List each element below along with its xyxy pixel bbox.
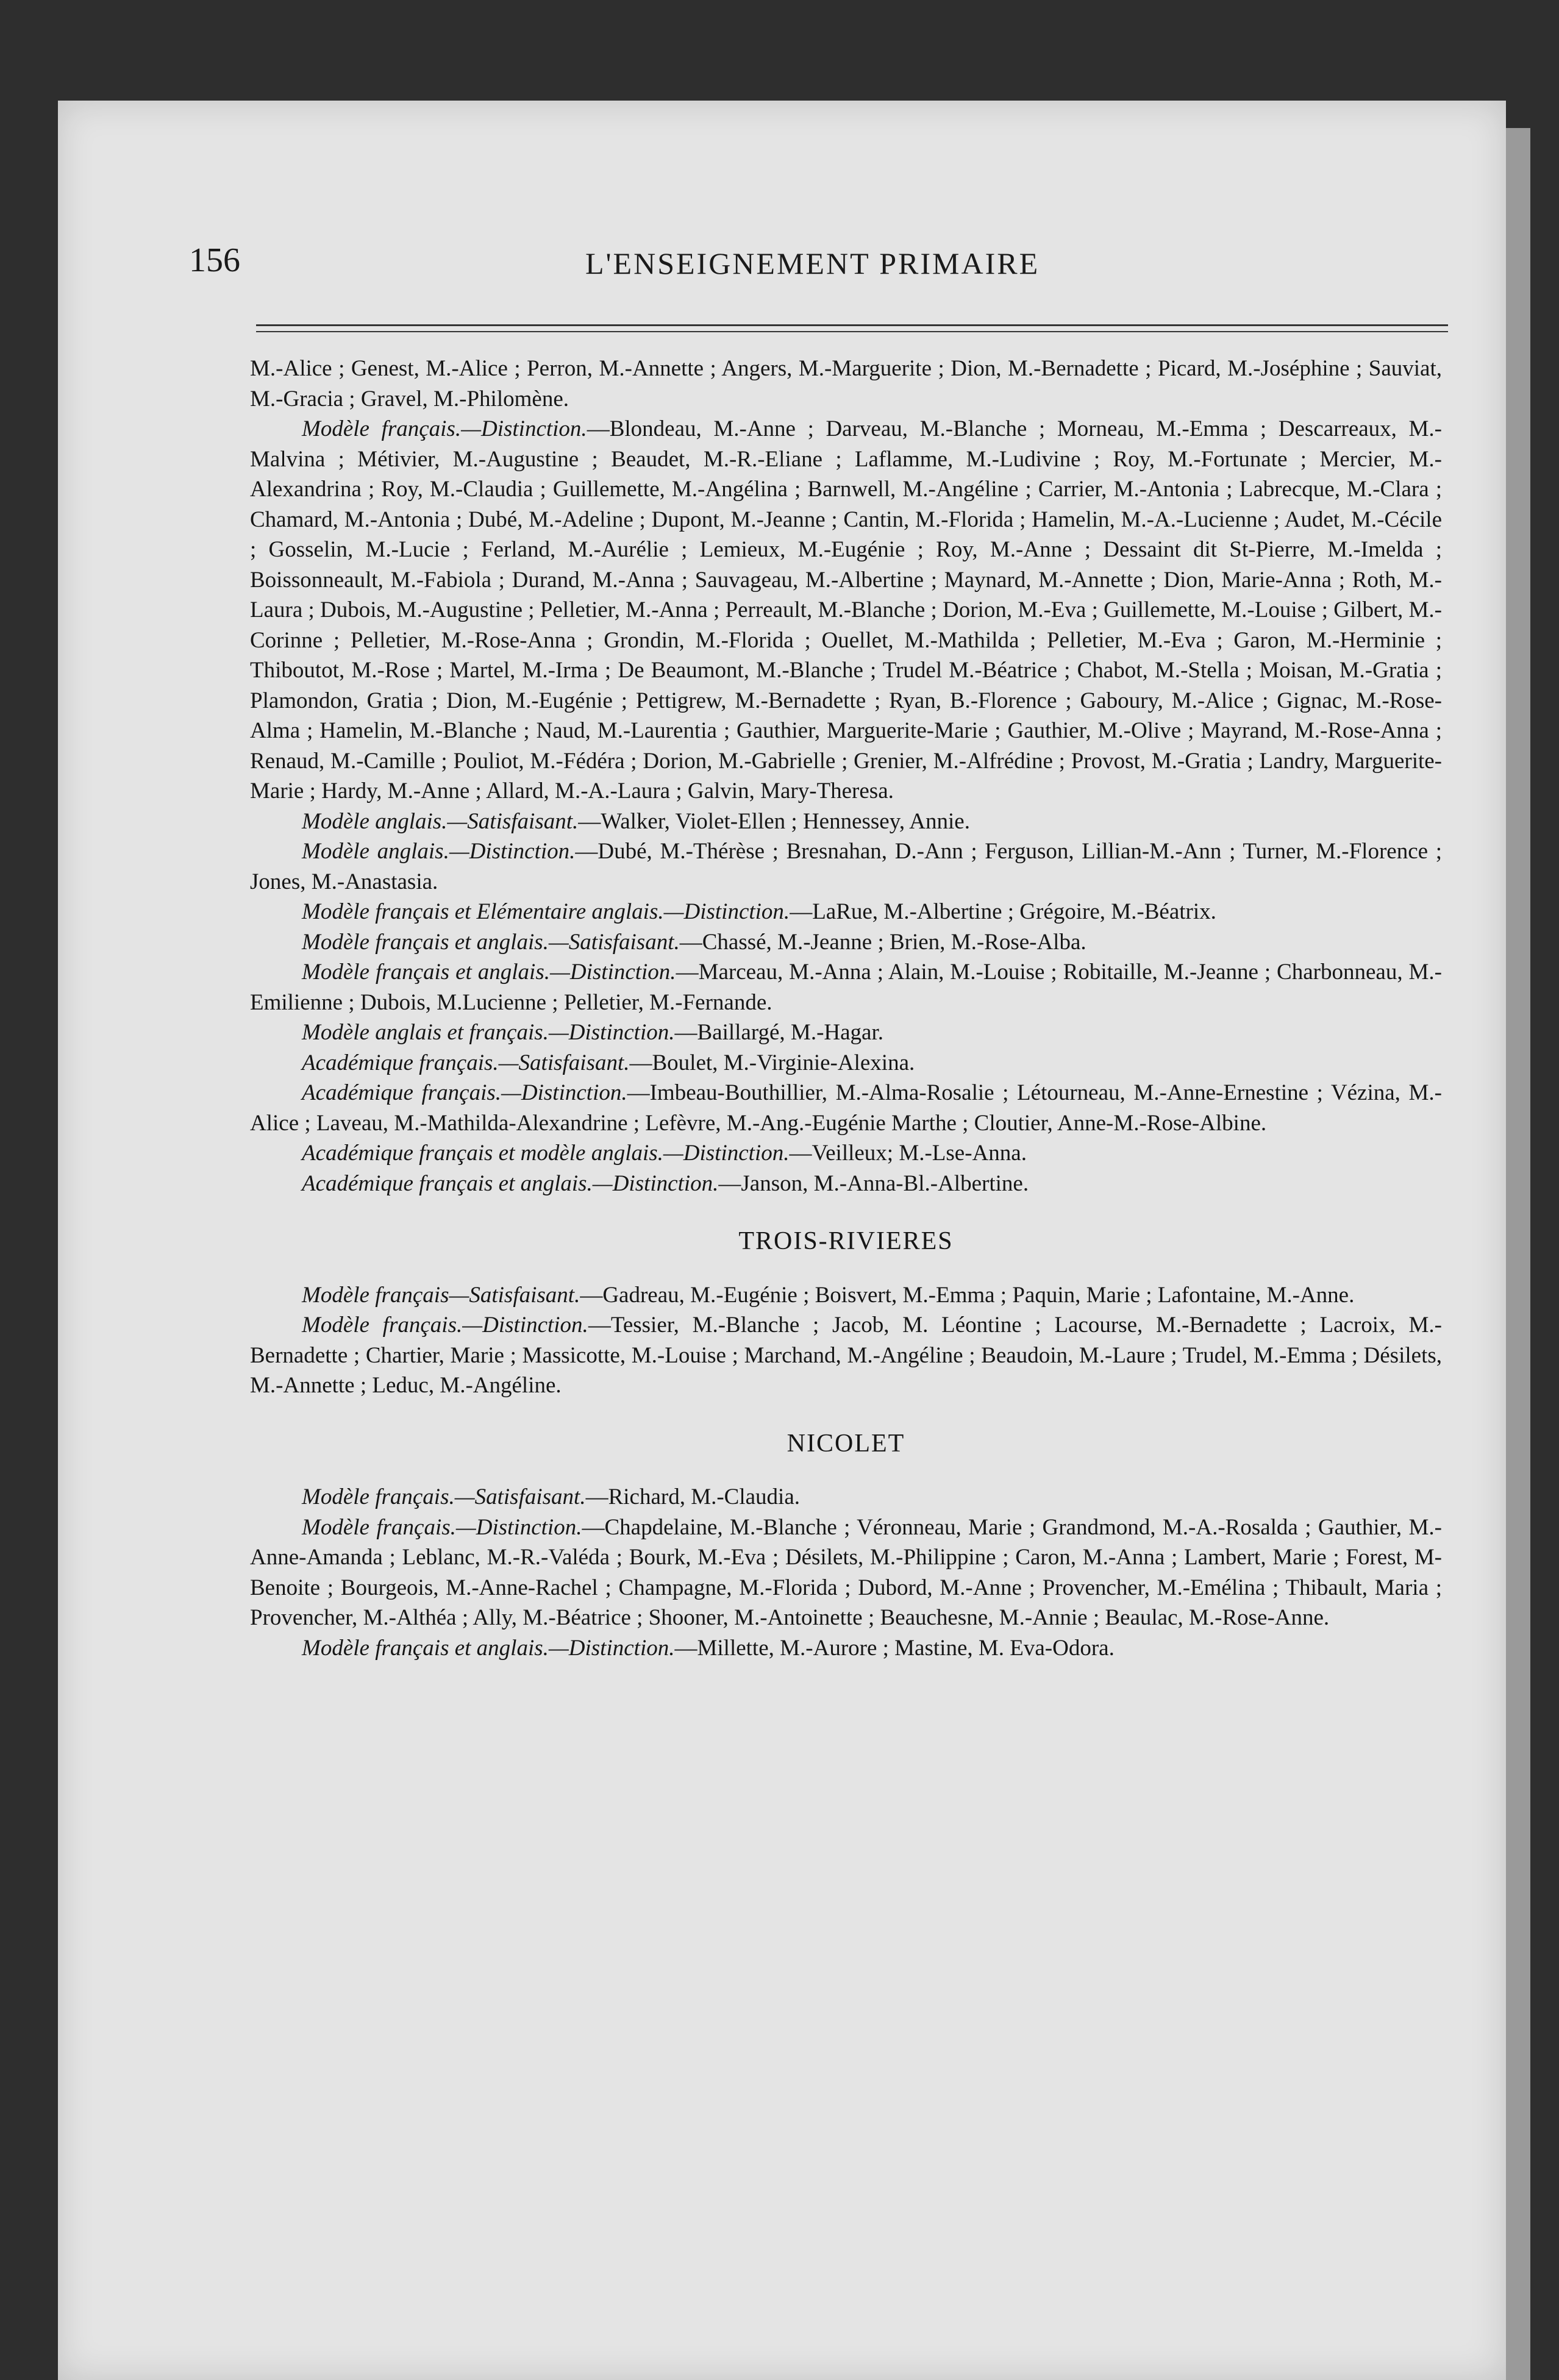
- paragraph: Académique français.—Satisfaisant.—Boulet, M.-Virginie-Alexina.: [302, 1050, 915, 1075]
- category-label: Modèle français.—Distinction.: [302, 1514, 582, 1540]
- section-heading-nicolet: NICOLET: [787, 1429, 905, 1458]
- page-number: 156: [189, 241, 240, 279]
- paragraph: Modèle français.—Distinction.—Tessier, M.-Blanche ; Jacob, M. Léontine ; Lacourse, M.-Bernadette ; Lacroix, M.-Bernadette ; Chartier, Marie ; Massicotte, M.-Louise ; Marchand, M.-Angéline ; Beaudoin, M.-Laure ; Trudel, M.-Emma ; Désilets, M.-Annette ; Leduc, M.-Angéline.: [250, 1313, 1442, 1398]
- paragraph: Académique français et modèle anglais.—Distinction.—Veilleux; M.-Lse-Anna.: [302, 1141, 1027, 1166]
- category-label: Modèle français et anglais.—Distinction.: [302, 1635, 675, 1661]
- paragraph: Modèle anglais.—Satisfaisant.—Walker, Violet-Ellen ; Hennessey, Annie.: [302, 808, 970, 834]
- running-title: L'ENSEIGNEMENT PRIMAIRE: [585, 246, 1040, 280]
- category-label: Modèle français et anglais.—Distinction.: [302, 960, 676, 985]
- section-heading-trois-rivieres: TROIS-RIVIERES: [738, 1227, 954, 1255]
- paragraph: Modèle français—Satisfaisant.—Gadreau, M.-Eugénie ; Boisvert, M.-Emma ; Paquin, Marie ; Lafontaine, M.-Anne.: [302, 1282, 1355, 1308]
- paragraph: Académique français et anglais.—Distinction.—Janson, M.-Anna-Bl.-Albertine.: [302, 1170, 1029, 1196]
- paragraph: Modèle anglais.—Distinction.—Dubé, M.-Thérèse ; Bresnahan, D.-Ann ; Ferguson, Lillian-M.-Ann ; Turner, M.-Florence ; Jones, M.-Anastasia.: [250, 839, 1442, 894]
- category-label: Modèle français.—Distinction.: [302, 416, 587, 441]
- category-label: Modèle anglais.—Satisfaisant.: [302, 808, 579, 834]
- page-header: [189, 241, 1427, 296]
- category-label: Académique français.—Distinction.: [302, 1080, 627, 1105]
- category-label: Modèle français.—Satisfaisant.: [302, 1484, 586, 1509]
- paragraph: Modèle français et anglais.—Distinction.—Marceau, M.-Anna ; Alain, M.-Louise ; Robitaille, M.-Jeanne ; Charbonneau, M.-Emilienne ; Dubois, M.Lucienne ; Pelletier, M.-Fernande.: [250, 960, 1442, 1015]
- category-label: Modèle français et Elémentaire anglais.—Distinction.: [302, 899, 790, 924]
- paragraph: Modèle français et anglais.—Satisfaisant.—Chassé, M.-Jeanne ; Brien, M.-Rose-Alba.: [302, 929, 1086, 955]
- paragraph: Modèle français.—Distinction.—Blondeau, M.-Anne ; Darveau, M.-Blanche ; Morneau, M.-Emma ; Descarreaux, M.-Malvina ; Métivier, M.-Augustine ; Beaudet, M.-R.-Eliane ; Laflamme, M.-Ludivine ; Roy, M.-Fortunate ; Mercier, M.-Alexandrina ; Roy, M.-Claudia ; Guillemette, M.-Angélina ; Barnwell, M.-Angéline ; Carrier, M.-Antonia ; Labrecque, M.-Clara ; Chamard, M.-Antonia ; Dubé, M.-Adeline ; Dupont, M.-Jeanne ; Cantin, M.-Florida ; Hamelin, M.-A.-Lucienne ; Audet, M.-Cécile ; Gosselin, M.-Lucie ; Ferland, M.-Aurélie ; Lemieux, M.-Eugénie ; Roy, M.-Anne ; Dessaint dit St-Pierre, M.-Imelda ; Boissonneault, M.-Fabiola ; Durand, M.-Anna ; Sauvageau, M.-Albertine ; Maynard, M.-Annette ; Dion, Marie-Anna ; Roth, M.-Laura ; Dubois, M.-Augustine ; Pelletier, M.-Anna ; Perreault, M.-Blanche ; Dorion, M.-Eva ; Guillemette, M.-Louise ; Gilbert, M.-Corinne ; Pelletier, M.-Rose-Anna ; Grondin, M.-Florida ; Ouellet, M.-Mathilda ; Pelletier, M.-Eva ; Garon, M.-Herminie ; Thiboutot, M.-Rose ; Martel, M.-Irma ; De Beaumont, M.-Blanche ; Trudel M.-Béatrice ; Chabot, M.-Stella ; Moisan, M.-Gratia ; Plamondon, Gratia ; Dion, M.-Eugénie ; Pettigrew, M.-Bernadette ; Ryan, B.-Florence ; Gaboury, M.-Alice ; Gignac, M.-Rose-Alma ; Hamelin, M.-Blanche ; Naud, M.-Laurentia ; Gauthier, Marguerite-Marie ; Gauthier, M.-Olive ; Mayrand, M.-Rose-Anna ; Renaud, M.-Camille ; Pouliot, M.-Fédéra ; Dorion, M.-Gabrielle ; Grenier, M.-Alfrédine ; Provost, M.-Gratia ; Landry, Marguerite-Marie ; Hardy, M.-Anne ; Allard, M.-A.-Laura ; Galvin, Mary-Theresa.: [250, 416, 1443, 803]
- paragraph: Modèle anglais et français.—Distinction.—Baillargé, M.-Hagar.: [302, 1020, 883, 1045]
- page-edge: [1506, 128, 1530, 2380]
- category-label: Académique français.—Satisfaisant.: [302, 1050, 630, 1075]
- paragraph: Modèle français et anglais.—Distinction.—Millette, M.-Aurore ; Mastine, M. Eva-Odora.: [302, 1635, 1115, 1661]
- paragraph: Modèle français.—Distinction.—Chapdelaine, M.-Blanche ; Véronneau, Marie ; Grandmond, M.-A.-Rosalda ; Gauthier, M.-Anne-Amanda ; Leblanc, M.-R.-Valéda ; Bourk, M.-Eva ; Désilets, M.-Philippine ; Caron, M.-Anna ; Lambert, Marie ; Forest, M-Benoite ; Bourgeois, M.-Anne-Rachel ; Champagne, M.-Florida ; Dubord, M.-Anne ; Provencher, M.-Emélina ; Thibault, Maria ; Provencher, M.-Althéa ; Ally, M.-Béatrice ; Shooner, M.-Antoinette ; Beauchesne, M.-Annie ; Beaulac, M.-Rose-Anne.: [250, 1514, 1442, 1630]
- paragraph: Académique français.—Distinction.—Imbeau-Bouthillier, M.-Alma-Rosalie ; Létourneau, M.-Anne-Ernestine ; Vézina, M.-Alice ; Laveau, M.-Mathilda-Alexandrine ; Lefèvre, M.-Ang.-Eugénie Marthe ; Cloutier, Anne-M.-Rose-Albine.: [250, 1080, 1442, 1136]
- category-label: Académique français et anglais.—Distinction.: [302, 1170, 719, 1196]
- category-label: Modèle français et anglais.—Satisfaisant.: [302, 929, 680, 955]
- category-label: Modèle français—Satisfaisant.: [302, 1282, 580, 1308]
- category-label: Modèle anglais et français.—Distinction.: [302, 1020, 675, 1045]
- category-label: Académique français et modèle anglais.—Distinction.: [302, 1141, 790, 1166]
- header-rule: [256, 324, 1448, 332]
- category-label: Modèle français.—Distinction.: [302, 1313, 588, 1338]
- paragraph: Modèle français et Elémentaire anglais.—Distinction.—LaRue, M.-Albertine ; Grégoire, M.-Béatrix.: [302, 899, 1216, 924]
- paragraph: Modèle français.—Satisfaisant.—Richard, M.-Claudia.: [302, 1484, 801, 1509]
- page-body: [250, 354, 1442, 1663]
- paragraph: M.-Alice ; Genest, M.-Alice ; Perron, M.-Annette ; Angers, M.-Marguerite ; Dion, M.-Bernadette ; Picard, M.-Joséphine ; Sauviat, M.-Gracia ; Gravel, M.-Philomène.: [250, 356, 1442, 412]
- category-label: Modèle anglais.—Distinction.: [302, 839, 576, 864]
